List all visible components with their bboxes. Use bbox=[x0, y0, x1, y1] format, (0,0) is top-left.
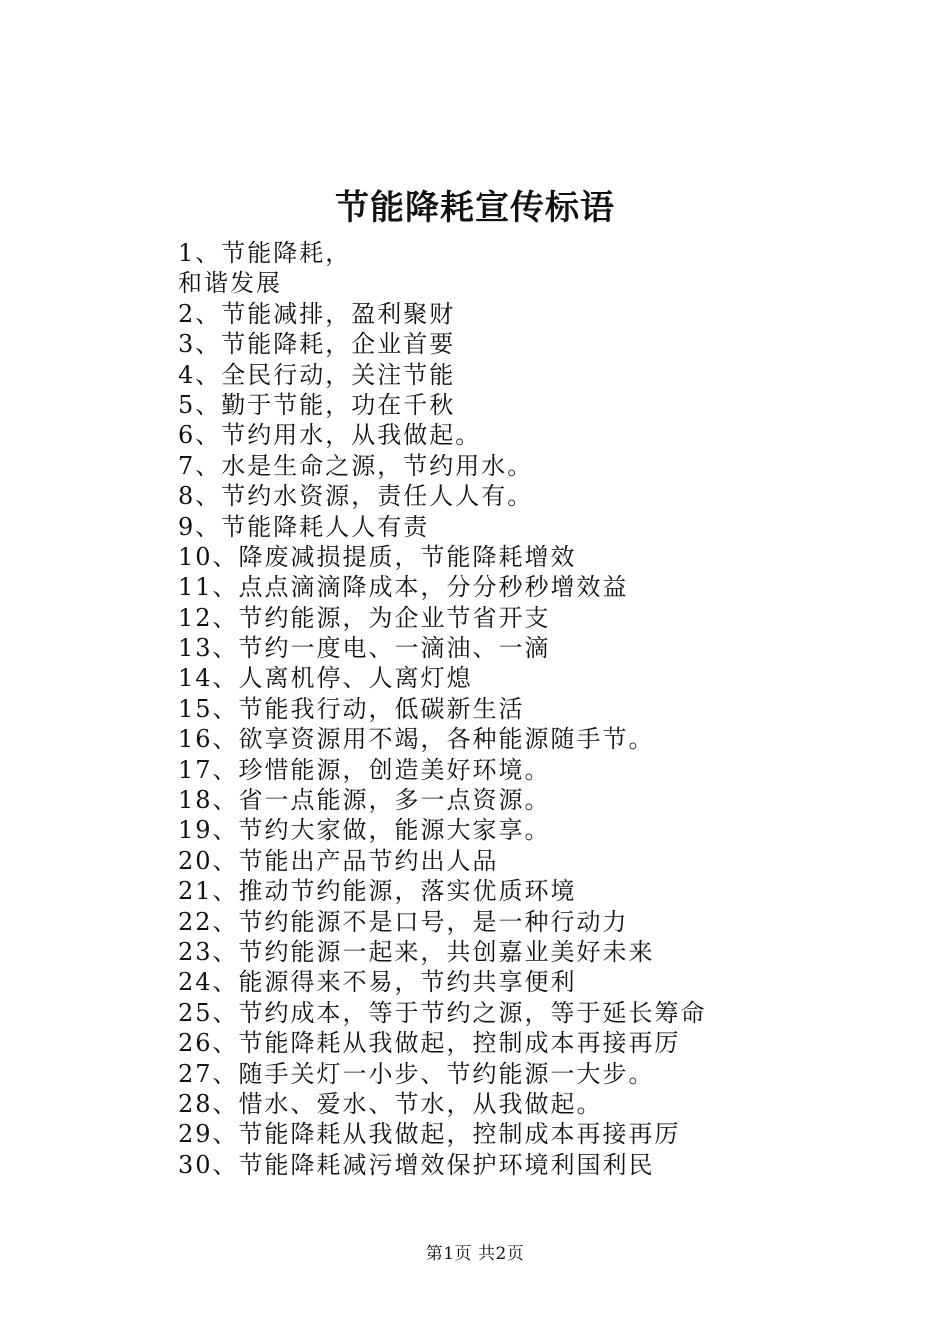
slogan-line: 5、勤于节能，功在千秋 bbox=[178, 390, 456, 419]
slogan-line: 14、人离机停、人离灯熄 bbox=[178, 664, 473, 693]
document-title: 节能降耗宣传标语 bbox=[335, 188, 615, 228]
slogan-line: 7、水是生命之源，节约用水。 bbox=[178, 451, 534, 480]
slogan-line: 23、节约能源一起来，共创嘉业美好未来 bbox=[178, 937, 655, 966]
slogan-line: 15、节能我行动，低碳新生活 bbox=[178, 694, 525, 723]
slogan-line: 3、节能降耗，企业首要 bbox=[178, 330, 456, 359]
slogan-line: 24、能源得来不易，节约共享便利 bbox=[178, 968, 577, 997]
slogan-line: 9、节能降耗人人有责 bbox=[178, 512, 430, 541]
slogan-line: 13、节约一度电、一滴油、一滴 bbox=[178, 634, 551, 663]
slogan-list bbox=[178, 238, 707, 1180]
slogan-line: 和谐发展 bbox=[178, 269, 282, 298]
slogan-line: 25、节约成本，等于节约之源，等于延长筹命 bbox=[178, 998, 707, 1027]
slogan-line: 18、省一点能源，多一点资源。 bbox=[178, 786, 551, 815]
slogan-line: 11、点点滴滴降成本，分分秒秒增效益 bbox=[178, 573, 629, 602]
slogan-line: 21、推动节约能源，落实优质环境 bbox=[178, 877, 577, 906]
slogan-line: 30、节能降耗减污增效保护环境利国利民 bbox=[178, 1150, 655, 1179]
slogan-line: 27、随手关灯一小步、节约能源一大步。 bbox=[178, 1059, 655, 1088]
slogan-line: 10、降废减损提质，节能降耗增效 bbox=[178, 542, 577, 571]
slogan-line: 26、节能降耗从我做起，控制成本再接再厉 bbox=[178, 1029, 681, 1058]
slogan-line: 19、节约大家做，能源大家享。 bbox=[178, 816, 551, 845]
slogan-line: 16、欲享资源用不竭，各种能源随手节。 bbox=[178, 725, 655, 754]
page-footer: 第1页 共2页 bbox=[425, 1244, 525, 1264]
slogan-line: 12、节约能源，为企业节省开支 bbox=[178, 603, 551, 632]
slogan-line: 20、节能出产品节约出人品 bbox=[178, 846, 499, 875]
slogan-line: 28、惜水、爱水、节水，从我做起。 bbox=[178, 1089, 603, 1118]
slogan-line: 17、珍惜能源，创造美好环境。 bbox=[178, 755, 551, 784]
slogan-line: 2、节能减排，盈利聚财 bbox=[178, 299, 456, 328]
slogan-line: 8、节约水资源，责任人人有。 bbox=[178, 482, 534, 511]
slogan-line: 4、全民行动，关注节能 bbox=[178, 360, 456, 389]
slogan-line: 29、节能降耗从我做起，控制成本再接再厉 bbox=[178, 1120, 681, 1149]
slogan-line: 6、节约用水，从我做起。 bbox=[178, 421, 482, 450]
slogan-line: 22、节约能源不是口号，是一种行动力 bbox=[178, 907, 629, 936]
slogan-line: 1、节能降耗， bbox=[178, 239, 352, 267]
